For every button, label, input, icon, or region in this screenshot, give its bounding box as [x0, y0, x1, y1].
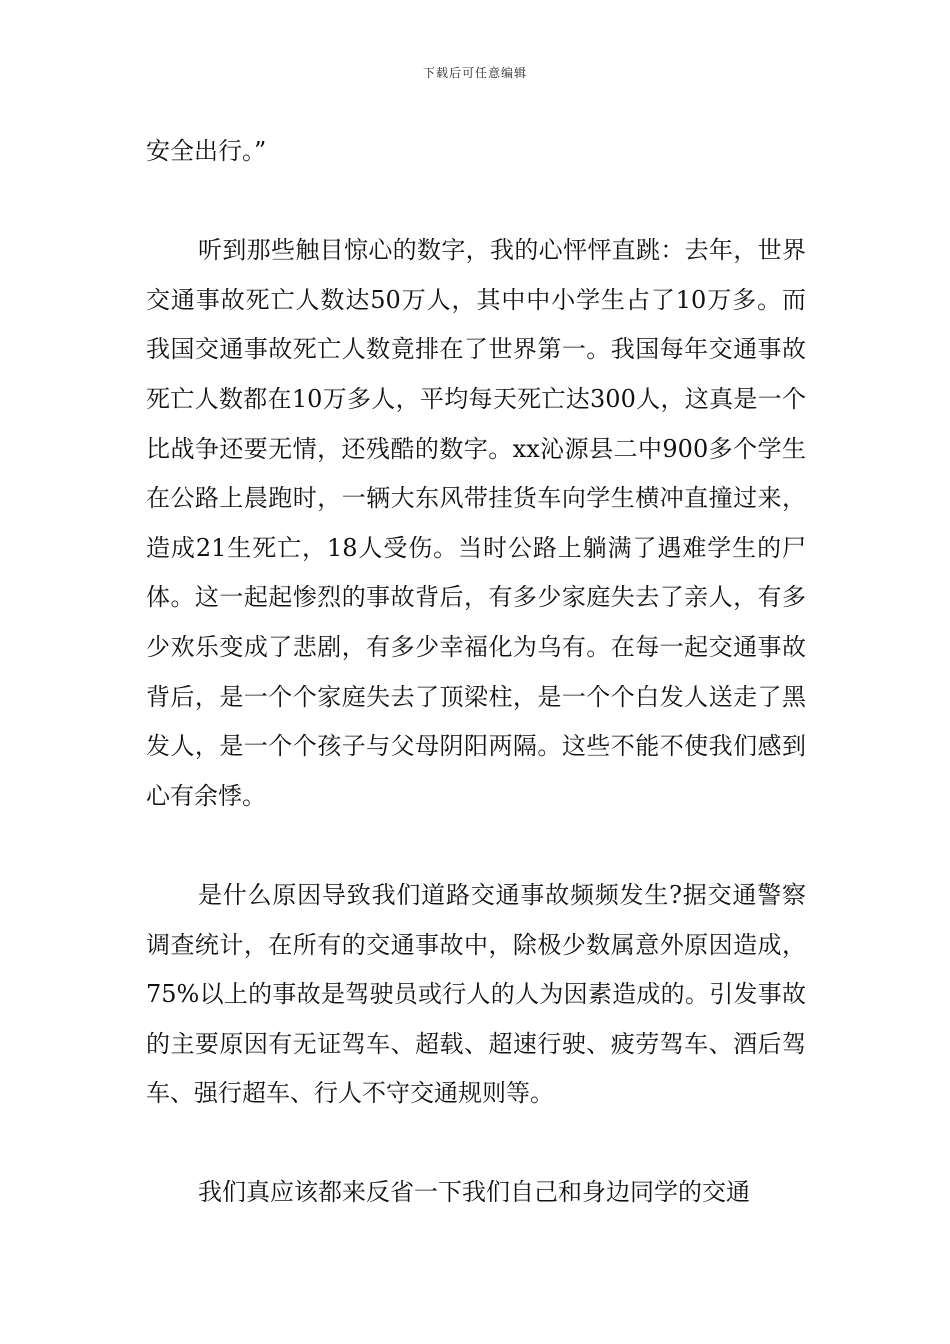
paragraph-continuation: 安全出行。” [146, 137, 267, 165]
document-body [146, 127, 806, 1218]
paragraph-reflection: 我们真应该都来反省一下我们自己和身边同学的交通 [198, 1178, 750, 1207]
paragraph-traffic-statistics: 听到那些触目惊心的数字，我的心怦怦直跳：去年，世界交通事故死亡人数达50万人，其中中小学生占了10万多。而我国交通事故死亡人数竟排在了世界第一。我国每年交通事故死亡人数都在10万多人，平均每天死亡达300人，这真是一个比战争还要无情，还残酷的数字。xx沁源县二中900多个学生在公路上晨跑时，一辆大东风带挂货车向学生横冲直撞过来，造成21生死亡，18人受伤。当时公路上躺满了遇难学生的尸体。这一起起惨烈的事故背后，有多少家庭失去了亲人，有多少欢乐变成了悲剧，有多少幸福化为乌有。在每一起交通事故背后，是一个个家庭失去了顶梁柱，是一个个白发人送走了黑发人，是一个个孩子与父母阴阳两隔。这些不能不使我们感到心有余悸。 [146, 236, 806, 810]
page-header: 下载后可任意编辑 [422, 66, 527, 80]
paragraph-accident-causes: 是什么原因导致我们道路交通事故频频发生?据交通警察调查统计，在所有的交通事故中，除极少数属意外原因造成，75%以上的事故是驾驶员或行人的人为因素造成的。引发事故的主要原因有无证驾车、超载、超速行驶、疲劳驾车、酒后驾车、强行超车、行人不守交通规则等。 [146, 880, 806, 1108]
